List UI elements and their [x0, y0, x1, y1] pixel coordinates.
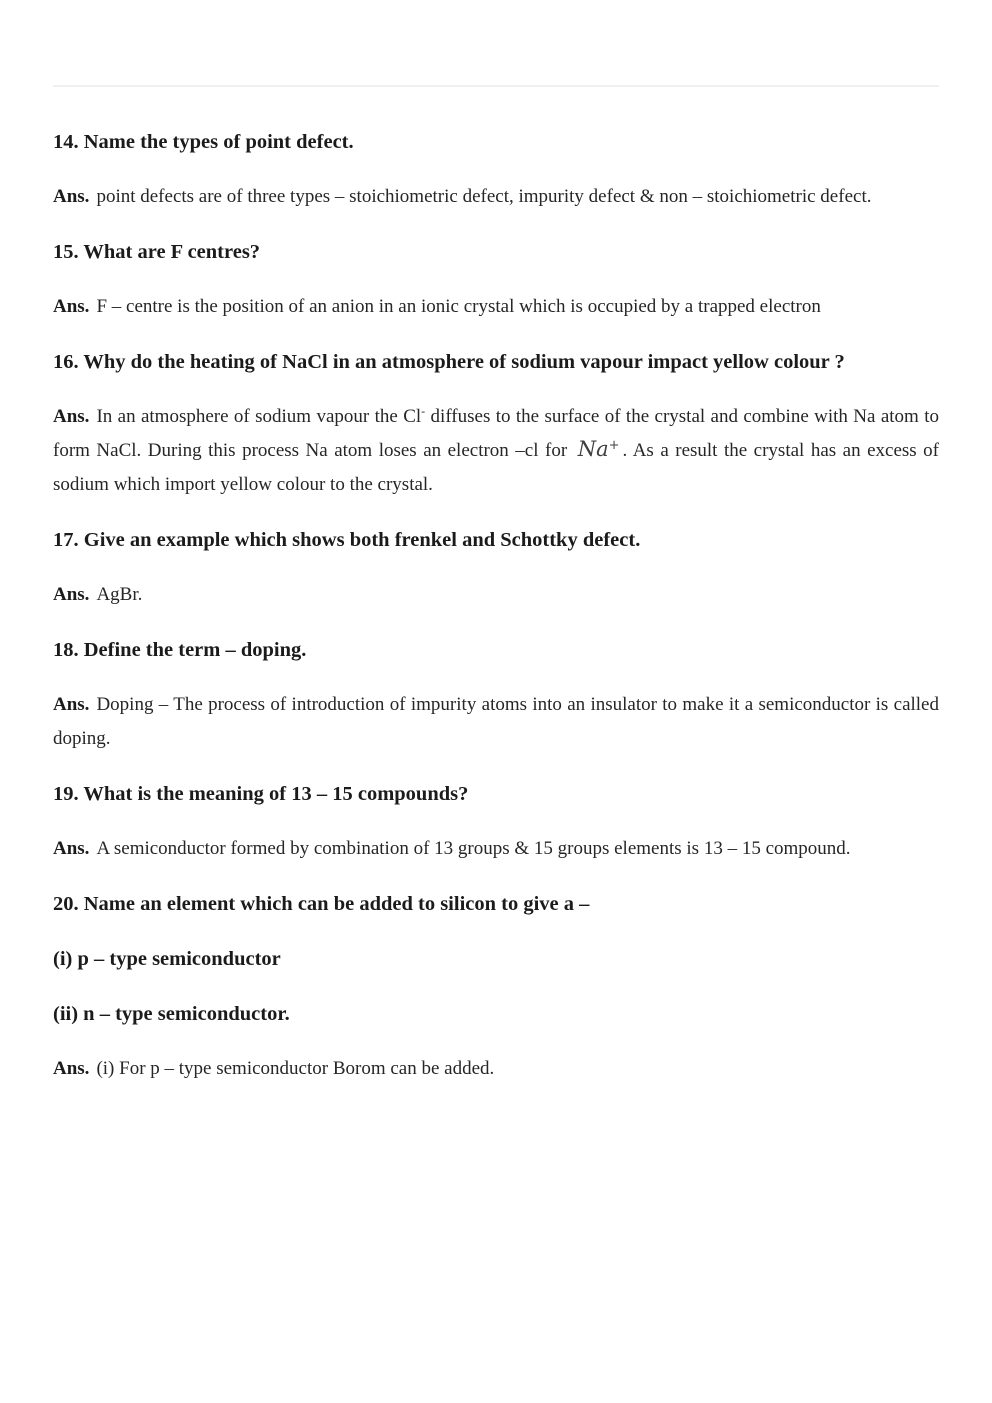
answer-paragraph-18	[53, 688, 939, 756]
formula-na-plus	[574, 437, 623, 461]
ans-label: Ans.	[53, 406, 90, 427]
chloride-superscript-minus: -	[421, 404, 426, 418]
formula-base: Na	[577, 437, 609, 461]
question-heading-16: 16. Why do the heating of NaCl in an atmosphere of sodium vapour impact yellow colour ?	[53, 351, 845, 373]
ans-label: Ans.	[53, 694, 90, 715]
answer-text: AgBr.	[96, 584, 143, 605]
ans-label: Ans.	[53, 584, 90, 605]
content-area	[0, 125, 992, 1126]
content-divider	[53, 85, 939, 87]
answer-paragraph-16	[53, 400, 939, 502]
answer-text: . As a result the crystal has an excess of sodium which import yellow colour to the crystal.	[53, 440, 939, 495]
answer-paragraph-20	[53, 1052, 939, 1086]
answer-text: F – centre is the position of an anion in an ionic crystal which is occupied by a trapped electron	[96, 296, 821, 317]
question-20-subitem-i: (i) p – type semiconductor	[53, 948, 281, 970]
ans-label: Ans.	[53, 296, 90, 317]
answer-text: diffuses to the surface of the crystal and combine with Na atom to form NaCl. During this process Na atom loses an electron –cl for	[53, 406, 939, 461]
question-20-subitem-ii: (ii) n – type semiconductor.	[53, 1003, 290, 1025]
question-heading-14: 14. Name the types of point defect.	[53, 131, 354, 153]
answer-paragraph-14	[53, 180, 939, 214]
formula-superscript-plus: +	[608, 438, 620, 453]
question-heading-20: 20. Name an element which can be added to silicon to give a –	[53, 893, 590, 915]
answer-text: A semiconductor formed by combination of 13 groups & 15 groups elements is 13 – 15 compound.	[96, 838, 851, 859]
ans-label: Ans.	[53, 1058, 90, 1079]
ans-label: Ans.	[53, 838, 90, 859]
question-heading-15: 15. What are F centres?	[53, 241, 261, 263]
question-heading-18: 18. Define the term – doping.	[53, 639, 307, 661]
answer-text: point defects are of three types – stoichiometric defect, impurity defect & non – stoichiometric defect.	[96, 186, 872, 207]
ans-label: Ans.	[53, 186, 90, 207]
question-heading-19: 19. What is the meaning of 13 – 15 compounds?	[53, 783, 469, 805]
question-heading-17: 17. Give an example which shows both frenkel and Schottky defect.	[53, 529, 641, 551]
answer-paragraph-17	[53, 578, 939, 612]
answer-text: (i) For p – type semiconductor Borom can be added.	[96, 1058, 495, 1079]
answer-text: Doping – The process of introduction of impurity atoms into an insulator to make it a semiconductor is called doping.	[53, 694, 939, 749]
top-whitespace	[0, 0, 992, 85]
answer-paragraph-15	[53, 290, 939, 324]
answer-text: In an atmosphere of sodium vapour the Cl	[96, 406, 422, 427]
answer-paragraph-19	[53, 832, 939, 866]
